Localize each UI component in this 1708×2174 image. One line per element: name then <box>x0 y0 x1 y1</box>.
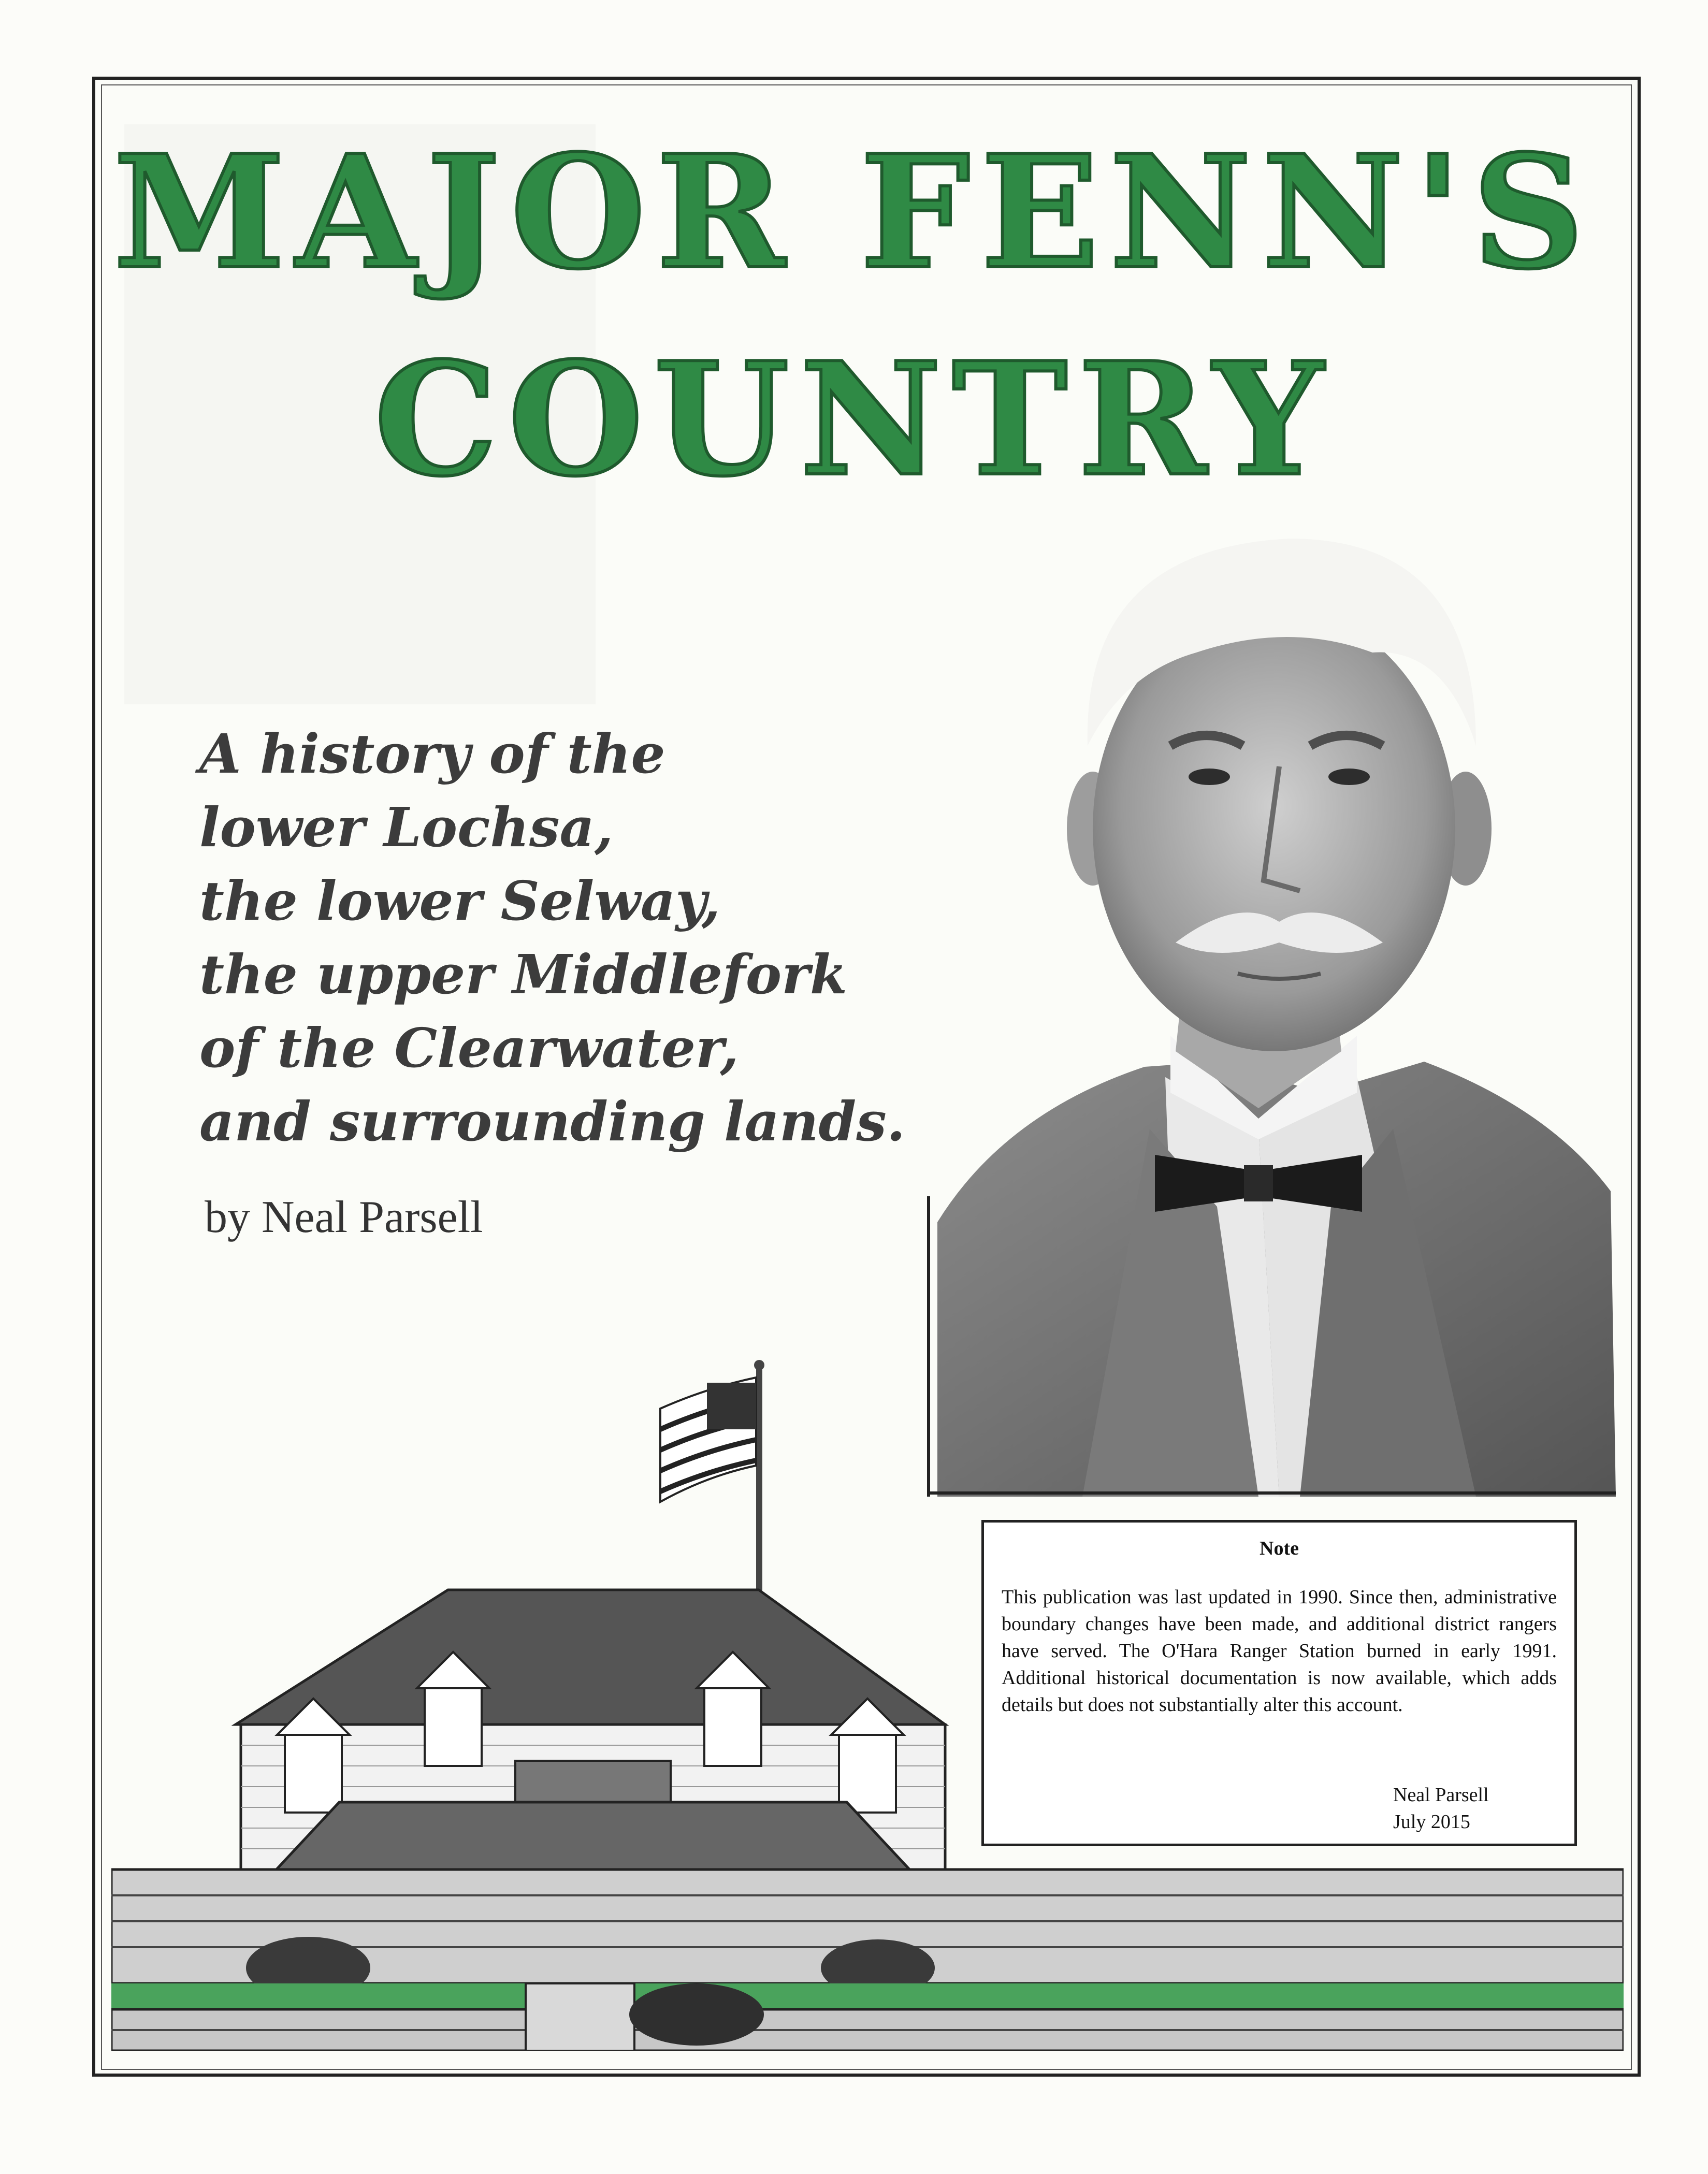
lawn <box>111 1983 1624 2009</box>
note-signature <box>1393 1781 1489 1835</box>
subtitle-line: A history of the <box>199 722 665 786</box>
subtitle-line: the upper Middlefork <box>199 943 847 1006</box>
flag-icon <box>660 1378 756 1502</box>
subtitle-line: lower Lochsa, <box>199 795 614 859</box>
title-line-1: MAJOR FENN'S <box>113 121 1595 303</box>
note-box <box>981 1520 1577 1846</box>
note-signature-name: Neal Parsell <box>1393 1784 1489 1806</box>
author-byline: by Neal Parsell <box>205 1192 483 1242</box>
subtitle-line: and surrounding lands. <box>199 1090 906 1153</box>
subtitle-line: the lower Selway, <box>199 869 720 933</box>
subtitle-block <box>199 717 906 1158</box>
title-line-2: COUNTRY <box>374 328 1334 511</box>
note-title: Note <box>1260 1538 1299 1559</box>
note-body: This publication was last updated in 1990. Since then, administrative boundary changes have been made, and additional district rangers have served. The O'Hara Ranger Station burned in early 1991. Additional historical documentation is now available, which adds details but does not substantially alter this account. <box>1002 1586 1557 1716</box>
note-signature-date: July 2015 <box>1393 1811 1470 1833</box>
roof <box>236 1590 945 1724</box>
subtitle-line: of the Clearwater, <box>199 1016 739 1080</box>
